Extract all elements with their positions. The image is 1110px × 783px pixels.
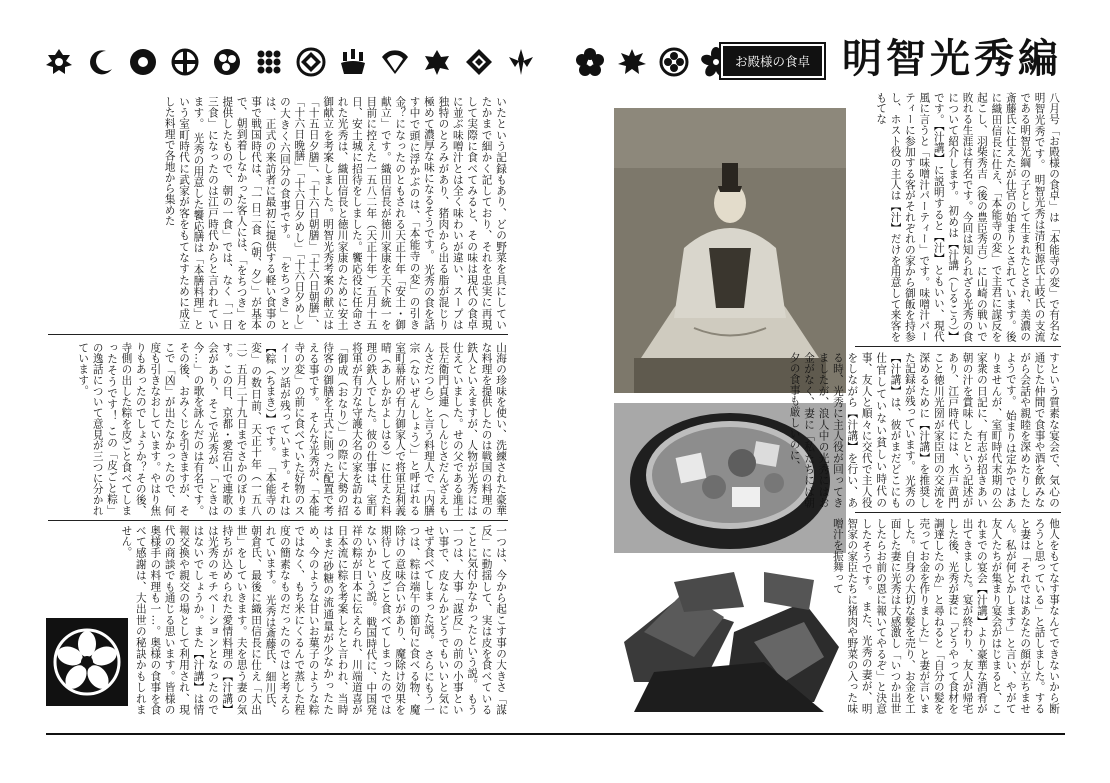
flower-crest-icon [575, 47, 605, 77]
article-paragraph: 八月号「お殿様の食卓」は「本能寺の変」で有名な明智光秀です。 [1033, 92, 1060, 342]
right-page [555, 0, 1110, 783]
article-paragraph: 明智光秀は清和源氏土岐氏の支流である明智光綱の子として生まれたとされ、美濃の斎藤氏に仕えたが仕官の始まりとされています。後に織田信長に仕え、「本能寺の変」で主君に謀反を起こし、羽柴秀吉（後の豊臣秀吉）に山崎の戦いで敗れる生涯は有名です。今回は知られざる光秀の食について紹介します。 [947, 92, 1046, 343]
column-divider [48, 334, 508, 335]
crescent-moon-icon [86, 47, 116, 77]
article-paragraph: いたという記録もあり、どの野菜を具にしていたかまで細かく記しており、それを忠実に再現して実際に食べてみると、その味は現代の食卓に並ぶ味噌汁とは全く味わいが違い、スープは独特のとろみがあり、猪肉から出る脂が混じり極めて濃厚な味になるそうです。 [422, 96, 507, 330]
article-text-upper-right [855, 92, 1061, 342]
article-paragraph: 他人をもてなす事なんてできないから断ろうと思っている」と話しました。すると妻は「それではあなたの顔が立ちません。私が何とかします」と言い、やがて友人たちが集まり宴会がはじまると、これまでの宴会【汁講】より豪華な酒肴が出てきました。宴が終わり、友人が帰宅した後、光秀が妻に「どうやって食材を調達したのか」と尋ねると「自分の髪を売ってお金を作りました」と妻が言いました。自身の大切な髪を売り、お金を工面した妻に光秀は大感激し「いつか出世したらお前の恩に報いてやるぞ」と決意したそうです。 [860, 518, 1060, 714]
article-paragraph: 一つは、今から起こす事の大きさ「謀反」に動揺して、実は皮を食べていることに気付かなかったという説。 [466, 525, 507, 715]
article-paragraph: そんな光秀が、「本能寺の変」の前に食べていた好物のスイーツ話が残っています。それは【粽（ちまき）】です。 [264, 342, 320, 516]
family-crest-row-left [44, 40, 548, 84]
bellflower-crest-icon [52, 627, 122, 697]
article-paragraph: 光秀の食を話す中で頭に浮かぶのは、「本能寺の変」の引き金？になったのともされる天正十年「安土・御献立」です。織田信長が徳川家康を天下統一を目前に控えた一五八二年（天正十年）五月十五日、安土城に招待をしました。饗応役に任命された光秀は、織田信長と徳川家康のために安土御献立を考案しました。明智光秀考案の献立は「十五日夕膳」、「十六日朝膳」「十六日朝膳」、「十六日晩膳」「十六日夕めし」「十六日夕めし」の大きく六回分の食事です。 [278, 96, 435, 330]
bamboo-leaf-icon [506, 47, 536, 77]
article-paragraph: 始まりは定かではありませんが、室町時代末期の公家衆の日記に、有志が招きあい朝の汁を賞味したという記述があり、江戸時代には、水戸黄門こと徳川光圀が家臣団の交流を深めるために【汁講】を推奨した記録が残っています。 [903, 352, 1017, 508]
kamon-ring-icon [44, 47, 74, 77]
ivy-leaf-icon [422, 47, 452, 77]
page-title: 明智光秀編 [842, 36, 1062, 82]
article-paragraph: 山海の珍味を使い、洗練された豪華な料理を提供したのは戦国の料理の鉄人といえますが、人物が光秀には仕えていました。せの父である進士長左衛門貞連（しんじさだんざえもんさだつら）と言う料理人で「内膳宗（ないぜんしょう）」と呼ばれる室町幕府の有力御家人で将軍足利義晴（あしかがよしはる）に仕えた料理の鉄人でした。彼の仕事は、室町将軍が有力な守護大名の家を訪ねる「御成（おなり）」の際に大勢の招待客の御膳を古式に則った配置で考える事です。 [307, 342, 507, 516]
nine-dots-icon [254, 47, 284, 77]
bellflower-crest-box [46, 618, 128, 706]
portrait-illustration [614, 108, 846, 393]
column-tag: お殿様の食卓 [719, 42, 826, 80]
article-text-upper-left [48, 96, 508, 330]
bottom-rule [555, 733, 1065, 735]
article-paragraph: この「皮ごと粽」の逸話について意見が三つに分かれています。 [77, 342, 119, 516]
diamond-icon [464, 47, 494, 77]
chimaki-photo [614, 562, 846, 712]
article-paragraph: 初めは【汁講（しるこう）】です。【汁講】に説明すると【汁】ともいい、現代風に言うと「味噌汁パーティー」です。味噌汁パーティーに参加する客がそれぞれの家から御飯を持参し、ホスト役の主人は【汁】だけを用意して来客をもてな [875, 92, 960, 343]
akechi-mitsuhide-portrait [614, 108, 846, 393]
article-paragraph: 戦国時代に、中国発祥の粽が日本に伝えられ、川端道喜が日本流に粽を考案したと言われ、当時はまだ砂糖の流通量が少なかったため、今のような甘いお菓子のような粽ではなく、もち米にくるんで蒸した程度の簡素なものだったのではと考えられています。 [264, 525, 378, 715]
article-paragraph: もう一つは、大事「謀反」の前の小事といい事で、皮なんかどうでもいいと気にせず食べてしまった説。 [422, 525, 479, 716]
column-divider [48, 520, 508, 521]
column-divider [855, 512, 1061, 513]
article-text-lower-left [120, 525, 508, 716]
circle-dot-icon [128, 47, 158, 77]
column-divider [855, 346, 1061, 347]
bottom-rule [46, 733, 555, 735]
family-crest-row-right [575, 40, 743, 84]
article-paragraph: 光秀の用意した饗応膳は「本膳料理」という室町時代に武家が客をもてなすために成立した料理で各地から集めた [163, 96, 205, 330]
article-text-middle-left [48, 342, 508, 516]
article-paragraph: 光秀は斎藤氏、細川氏、朝倉氏、最後に織田信長に仕え「大出世」をしていきます。夫を思う妻の気持ちが込められた愛情料理の【汁講】は光秀のモチベーションとなったのではないでしょうか。また【汁講】は情報交換や親交の場として利用され、現代の商談でも通じる思います。皆様の奥様手の料理も一…。奥様の食事を食べて感謝は、大出世の秘訣かもしれません。 [120, 525, 277, 715]
article-text-middle-right [788, 352, 1061, 508]
diamond-in-circle-icon [296, 47, 326, 77]
tomoe-icon [212, 47, 242, 77]
folding-fan-icon [380, 47, 410, 77]
maple-leaf-icon [617, 47, 647, 77]
article-text-lower-right [831, 518, 1061, 715]
article-paragraph: さらにもう一つは、粽は端午の節句に食べる物、魔除けの意味合いがあり、魔除け効果を期待して皮ごと食べてしまったのではないかという説。 [365, 525, 435, 715]
circle-flower-icon [659, 47, 689, 77]
paulownia-icon [338, 47, 368, 77]
article-paragraph: すという質素な宴会で、気心の通じた仲間で食事や酒を飲みながら会話や親睦を深めたりしたようです。 [1004, 352, 1060, 508]
chimaki-illustration [614, 562, 846, 712]
cross-in-circle-icon [170, 47, 200, 77]
article-paragraph: 「をちつき」とは、正式の来訪者に最初に提供する軽い食事の事で戦国時代は、「一日二食（朝、夕）」が基本で、朝到着しなかった客人には、「をちつき」を提供したもので、朝の一食」では、なく「一日三食」になったのは江戸時代からと言われています。 [192, 96, 291, 330]
article-paragraph: また、光秀の妻が、明智家の家臣たちに猪肉や野菜の入った味噌汁を振舞って [831, 518, 873, 715]
article-paragraph: その後、おみくじを引きますが、そこで「凶」が出たなかったので、何度も引きなおしています。やはり焦りもあったのでしょうか？その後、寺側の出した粽を皮ごと食べてしまったそうです！ [106, 342, 191, 516]
article-paragraph: 「本能寺の変」の数日前、天正十年（一五八二）五月二十九日までさかのぼります。この日、京都・愛宕山で連歌の会があり、そこで光秀が、「ときは今…」の歌を詠んだのは有名です。 [192, 342, 277, 516]
article-paragraph: 光秀の【汁講】は、彼がまだどこにも仕官していない貧しい時代の事、友人と順々に交代で主人役をしながら【汁講】を行い、ある時、光秀に主人役が回ってきましたが、浪人中の光秀にはお金がなく、妻に「私たちには朝夕の食事も厳しいのに、 [788, 352, 916, 508]
